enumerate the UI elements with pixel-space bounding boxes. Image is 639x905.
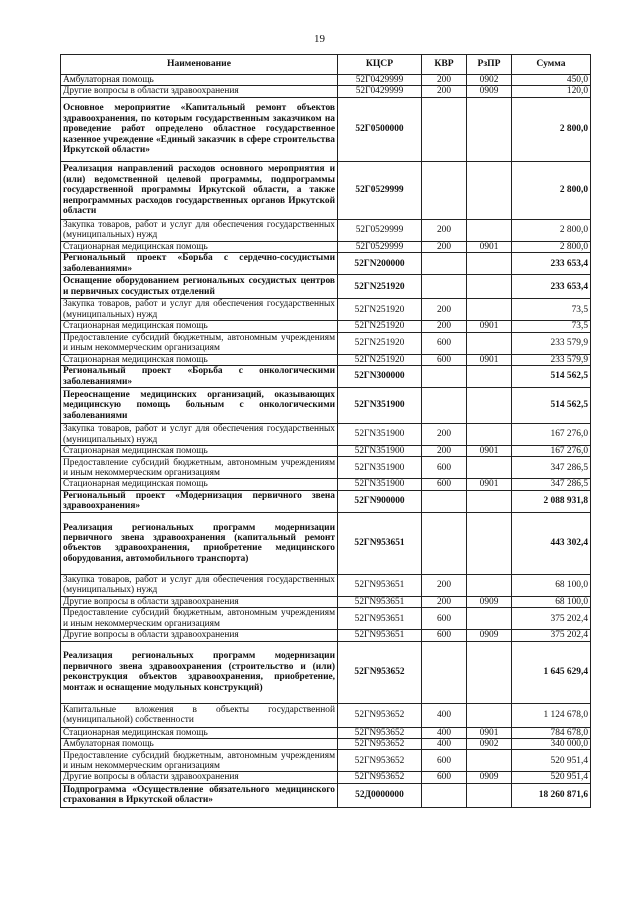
cell-kvr (422, 275, 467, 299)
cell-rzpr: 0901 (467, 354, 512, 365)
cell-sum: 18 260 871,6 (512, 783, 591, 807)
cell-code: 52ГN953652 (338, 703, 422, 727)
cell-sum: 2 800,0 (512, 97, 591, 161)
cell-sum: 68 100,0 (512, 574, 591, 596)
table-row (61, 366, 591, 388)
cell-name: Оснащение оборудованием региональных сосудистых центров и первичных сосудистых отделений (61, 275, 338, 299)
cell-rzpr (467, 366, 512, 388)
cell-rzpr: 0909 (467, 772, 512, 783)
cell-code: 52ГN953651 (338, 608, 422, 630)
cell-sum: 167 276,0 (512, 446, 591, 457)
table-row (61, 783, 591, 807)
cell-sum: 167 276,0 (512, 424, 591, 446)
table-row (61, 299, 591, 321)
cell-rzpr (467, 574, 512, 596)
cell-code: 52ГN351900 (338, 388, 422, 424)
header-sum: Сумма (512, 55, 591, 75)
cell-name: Реализация региональных программ модернизации первичного звена здравоохранения (строительство и (или) реконструкция объектов здравоохранения, приобретение, монтаж и оснащение модульных конструкций) (61, 641, 338, 703)
cell-name: Предоставление субсидий бюджетным, автономным учреждениям и иным некоммерческим организациям (61, 750, 338, 772)
cell-code: 52ГN251920 (338, 321, 422, 332)
cell-name: Стационарная медицинская помощь (61, 727, 338, 738)
cell-name: Региональный проект «Модернизация первичного звена здравоохранения» (61, 490, 338, 512)
cell-sum: 233 579,9 (512, 354, 591, 365)
cell-kvr: 400 (422, 727, 467, 738)
cell-code: 52Д0000000 (338, 783, 422, 807)
cell-name: Закупка товаров, работ и услуг для обеспечения государственных (муниципальных) нужд (61, 424, 338, 446)
cell-name: Стационарная медицинская помощь (61, 241, 338, 252)
cell-code: 52ГN953651 (338, 512, 422, 574)
table-row (61, 739, 591, 750)
cell-code: 52ГN953652 (338, 727, 422, 738)
cell-kvr: 400 (422, 739, 467, 750)
table-row (61, 388, 591, 424)
cell-kvr (422, 388, 467, 424)
cell-kvr: 200 (422, 75, 467, 86)
cell-code: 52ГN351900 (338, 424, 422, 446)
header-name: Наименование (61, 55, 338, 75)
cell-kvr: 600 (422, 479, 467, 490)
cell-name: Предоставление субсидий бюджетным, автономным учреждениям и иным некоммерческим организациям (61, 332, 338, 354)
cell-sum: 514 562,5 (512, 388, 591, 424)
table-row (61, 750, 591, 772)
cell-kvr: 600 (422, 772, 467, 783)
cell-sum: 520 951,4 (512, 772, 591, 783)
cell-name: Другие вопросы в области здравоохранения (61, 630, 338, 641)
cell-kvr: 200 (422, 219, 467, 241)
cell-sum: 1 124 678,0 (512, 703, 591, 727)
cell-rzpr: 0909 (467, 86, 512, 97)
cell-code: 52Г0429999 (338, 86, 422, 97)
cell-kvr (422, 641, 467, 703)
table-row (61, 321, 591, 332)
cell-name: Амбулаторная помощь (61, 75, 338, 86)
cell-kvr (422, 97, 467, 161)
cell-code: 52ГN351900 (338, 479, 422, 490)
cell-code: 52ГN251920 (338, 332, 422, 354)
cell-kvr: 200 (422, 574, 467, 596)
table-row (61, 424, 591, 446)
cell-name: Основное мероприятие «Капитальный ремонт объектов здравоохранения, по которым государственным заказчиком на проведение работ определено областное государственное казенное учреждение «Единый заказчик в сфере строительства Иркутской области» (61, 97, 338, 161)
cell-kvr: 200 (422, 446, 467, 457)
table-row (61, 219, 591, 241)
cell-rzpr: 0901 (467, 479, 512, 490)
cell-rzpr (467, 97, 512, 161)
cell-code: 52Г0429999 (338, 75, 422, 86)
cell-rzpr (467, 388, 512, 424)
cell-sum: 233 653,4 (512, 253, 591, 275)
cell-kvr (422, 366, 467, 388)
cell-rzpr: 0909 (467, 596, 512, 607)
cell-code: 52Г0529999 (338, 161, 422, 219)
cell-kvr: 200 (422, 321, 467, 332)
cell-sum: 347 286,5 (512, 479, 591, 490)
cell-name: Реализация направлений расходов основного мероприятия и (или) ведомственной целевой программы, подпрограммы государственной программы Иркутской области, а также непрограммных расходов государственных органов Иркутской области (61, 161, 338, 219)
cell-name: Закупка товаров, работ и услуг для обеспечения государственных (муниципальных) нужд (61, 299, 338, 321)
cell-sum: 514 562,5 (512, 366, 591, 388)
cell-rzpr (467, 219, 512, 241)
table-row (61, 354, 591, 365)
cell-rzpr (467, 641, 512, 703)
table-row (61, 479, 591, 490)
cell-code: 52ГN953652 (338, 750, 422, 772)
cell-rzpr: 0901 (467, 727, 512, 738)
cell-code: 52ГN251920 (338, 299, 422, 321)
table-row (61, 727, 591, 738)
cell-sum: 340 000,0 (512, 739, 591, 750)
cell-sum: 375 202,4 (512, 630, 591, 641)
cell-name: Стационарная медицинская помощь (61, 321, 338, 332)
cell-name: Предоставление субсидий бюджетным, автономным учреждениям и иным некоммерческим организациям (61, 457, 338, 479)
table-row (61, 608, 591, 630)
cell-code: 52ГN953651 (338, 630, 422, 641)
cell-code: 52Г0529999 (338, 219, 422, 241)
cell-rzpr: 0901 (467, 241, 512, 252)
table-body (61, 75, 591, 808)
cell-name: Другие вопросы в области здравоохранения (61, 86, 338, 97)
cell-name: Переоснащение медицинских организаций, оказывающих медицинскую помощь больным с онкологическими заболеваниями (61, 388, 338, 424)
table-row (61, 641, 591, 703)
cell-sum: 2 800,0 (512, 161, 591, 219)
cell-kvr (422, 512, 467, 574)
header-code: КЦСР (338, 55, 422, 75)
cell-name: Реализация региональных программ модернизации первичного звена здравоохранения (капитальный ремонт объектов здравоохранения, приобретение медицинского оборудования, автомобильного транспорта) (61, 512, 338, 574)
cell-rzpr: 0909 (467, 630, 512, 641)
cell-rzpr (467, 299, 512, 321)
cell-sum: 2 088 931,8 (512, 490, 591, 512)
table-row (61, 630, 591, 641)
table-row (61, 490, 591, 512)
table-row (61, 574, 591, 596)
cell-rzpr (467, 161, 512, 219)
cell-kvr (422, 783, 467, 807)
cell-code: 52ГN351900 (338, 457, 422, 479)
cell-code: 52ГN953652 (338, 641, 422, 703)
cell-name: Амбулаторная помощь (61, 739, 338, 750)
cell-rzpr: 0902 (467, 739, 512, 750)
cell-sum: 2 800,0 (512, 241, 591, 252)
cell-name: Предоставление субсидий бюджетным, автономным учреждениям и иным некоммерческим организациям (61, 608, 338, 630)
cell-code: 52ГN200000 (338, 253, 422, 275)
cell-rzpr (467, 750, 512, 772)
cell-kvr: 200 (422, 424, 467, 446)
cell-sum: 120,0 (512, 86, 591, 97)
cell-sum: 784 678,0 (512, 727, 591, 738)
cell-kvr: 200 (422, 86, 467, 97)
cell-name: Капитальные вложения в объекты государственной (муниципальной) собственности (61, 703, 338, 727)
page-number: 19 (314, 33, 325, 45)
cell-kvr: 600 (422, 332, 467, 354)
table-row (61, 457, 591, 479)
cell-sum: 73,5 (512, 299, 591, 321)
cell-rzpr (467, 424, 512, 446)
cell-name: Стационарная медицинская помощь (61, 354, 338, 365)
cell-rzpr (467, 512, 512, 574)
table-row (61, 332, 591, 354)
cell-sum: 443 302,4 (512, 512, 591, 574)
cell-sum: 233 653,4 (512, 275, 591, 299)
cell-rzpr (467, 490, 512, 512)
table-row (61, 253, 591, 275)
cell-name: Другие вопросы в области здравоохранения (61, 596, 338, 607)
cell-kvr: 600 (422, 354, 467, 365)
cell-rzpr (467, 253, 512, 275)
cell-rzpr (467, 457, 512, 479)
cell-sum: 1 645 629,4 (512, 641, 591, 703)
cell-rzpr (467, 275, 512, 299)
cell-code: 52ГN953651 (338, 574, 422, 596)
table-row (61, 596, 591, 607)
cell-sum: 450,0 (512, 75, 591, 86)
cell-rzpr (467, 703, 512, 727)
cell-name: Подпрограмма «Осуществление обязательного медицинского страхования в Иркутской области» (61, 783, 338, 807)
cell-kvr: 600 (422, 750, 467, 772)
cell-code: 52ГN953652 (338, 739, 422, 750)
table-row (61, 446, 591, 457)
cell-kvr (422, 490, 467, 512)
table-row (61, 512, 591, 574)
cell-rzpr: 0901 (467, 321, 512, 332)
cell-sum: 2 800,0 (512, 219, 591, 241)
table-row (61, 75, 591, 86)
cell-sum: 73,5 (512, 321, 591, 332)
cell-code: 52ГN251920 (338, 354, 422, 365)
cell-code: 52ГN351900 (338, 446, 422, 457)
cell-code: 52ГN900000 (338, 490, 422, 512)
table-row (61, 161, 591, 219)
cell-name: Закупка товаров, работ и услуг для обеспечения государственных (муниципальных) нужд (61, 219, 338, 241)
cell-kvr: 200 (422, 596, 467, 607)
cell-kvr: 600 (422, 608, 467, 630)
cell-kvr (422, 161, 467, 219)
table-header-row (61, 55, 591, 75)
table-row (61, 275, 591, 299)
budget-table (60, 54, 591, 808)
cell-code: 52Г0529999 (338, 241, 422, 252)
cell-rzpr: 0901 (467, 446, 512, 457)
cell-name: Стационарная медицинская помощь (61, 479, 338, 490)
cell-name: Другие вопросы в области здравоохранения (61, 772, 338, 783)
cell-name: Региональный проект «Борьба с онкологическими заболеваниями» (61, 366, 338, 388)
cell-code: 52ГN953652 (338, 772, 422, 783)
cell-code: 52ГN300000 (338, 366, 422, 388)
table-row (61, 97, 591, 161)
cell-sum: 375 202,4 (512, 608, 591, 630)
table-row (61, 703, 591, 727)
cell-name: Закупка товаров, работ и услуг для обеспечения государственных (муниципальных) нужд (61, 574, 338, 596)
header-kvr: КВР (422, 55, 467, 75)
cell-rzpr: 0902 (467, 75, 512, 86)
cell-sum: 520 951,4 (512, 750, 591, 772)
cell-code: 52ГN953651 (338, 596, 422, 607)
cell-kvr: 600 (422, 457, 467, 479)
header-rzpr: РзПР (467, 55, 512, 75)
cell-kvr: 200 (422, 299, 467, 321)
cell-code: 52Г0500000 (338, 97, 422, 161)
cell-rzpr (467, 332, 512, 354)
cell-rzpr (467, 783, 512, 807)
cell-code: 52ГN251920 (338, 275, 422, 299)
cell-sum: 233 579,9 (512, 332, 591, 354)
cell-kvr: 600 (422, 630, 467, 641)
cell-kvr: 200 (422, 241, 467, 252)
cell-kvr: 400 (422, 703, 467, 727)
table-row (61, 241, 591, 252)
table-row (61, 772, 591, 783)
cell-name: Стационарная медицинская помощь (61, 446, 338, 457)
cell-rzpr (467, 608, 512, 630)
cell-sum: 68 100,0 (512, 596, 591, 607)
cell-name: Региональный проект «Борьба с сердечно-сосудистыми заболеваниями» (61, 253, 338, 275)
cell-kvr (422, 253, 467, 275)
cell-sum: 347 286,5 (512, 457, 591, 479)
table-row (61, 86, 591, 97)
